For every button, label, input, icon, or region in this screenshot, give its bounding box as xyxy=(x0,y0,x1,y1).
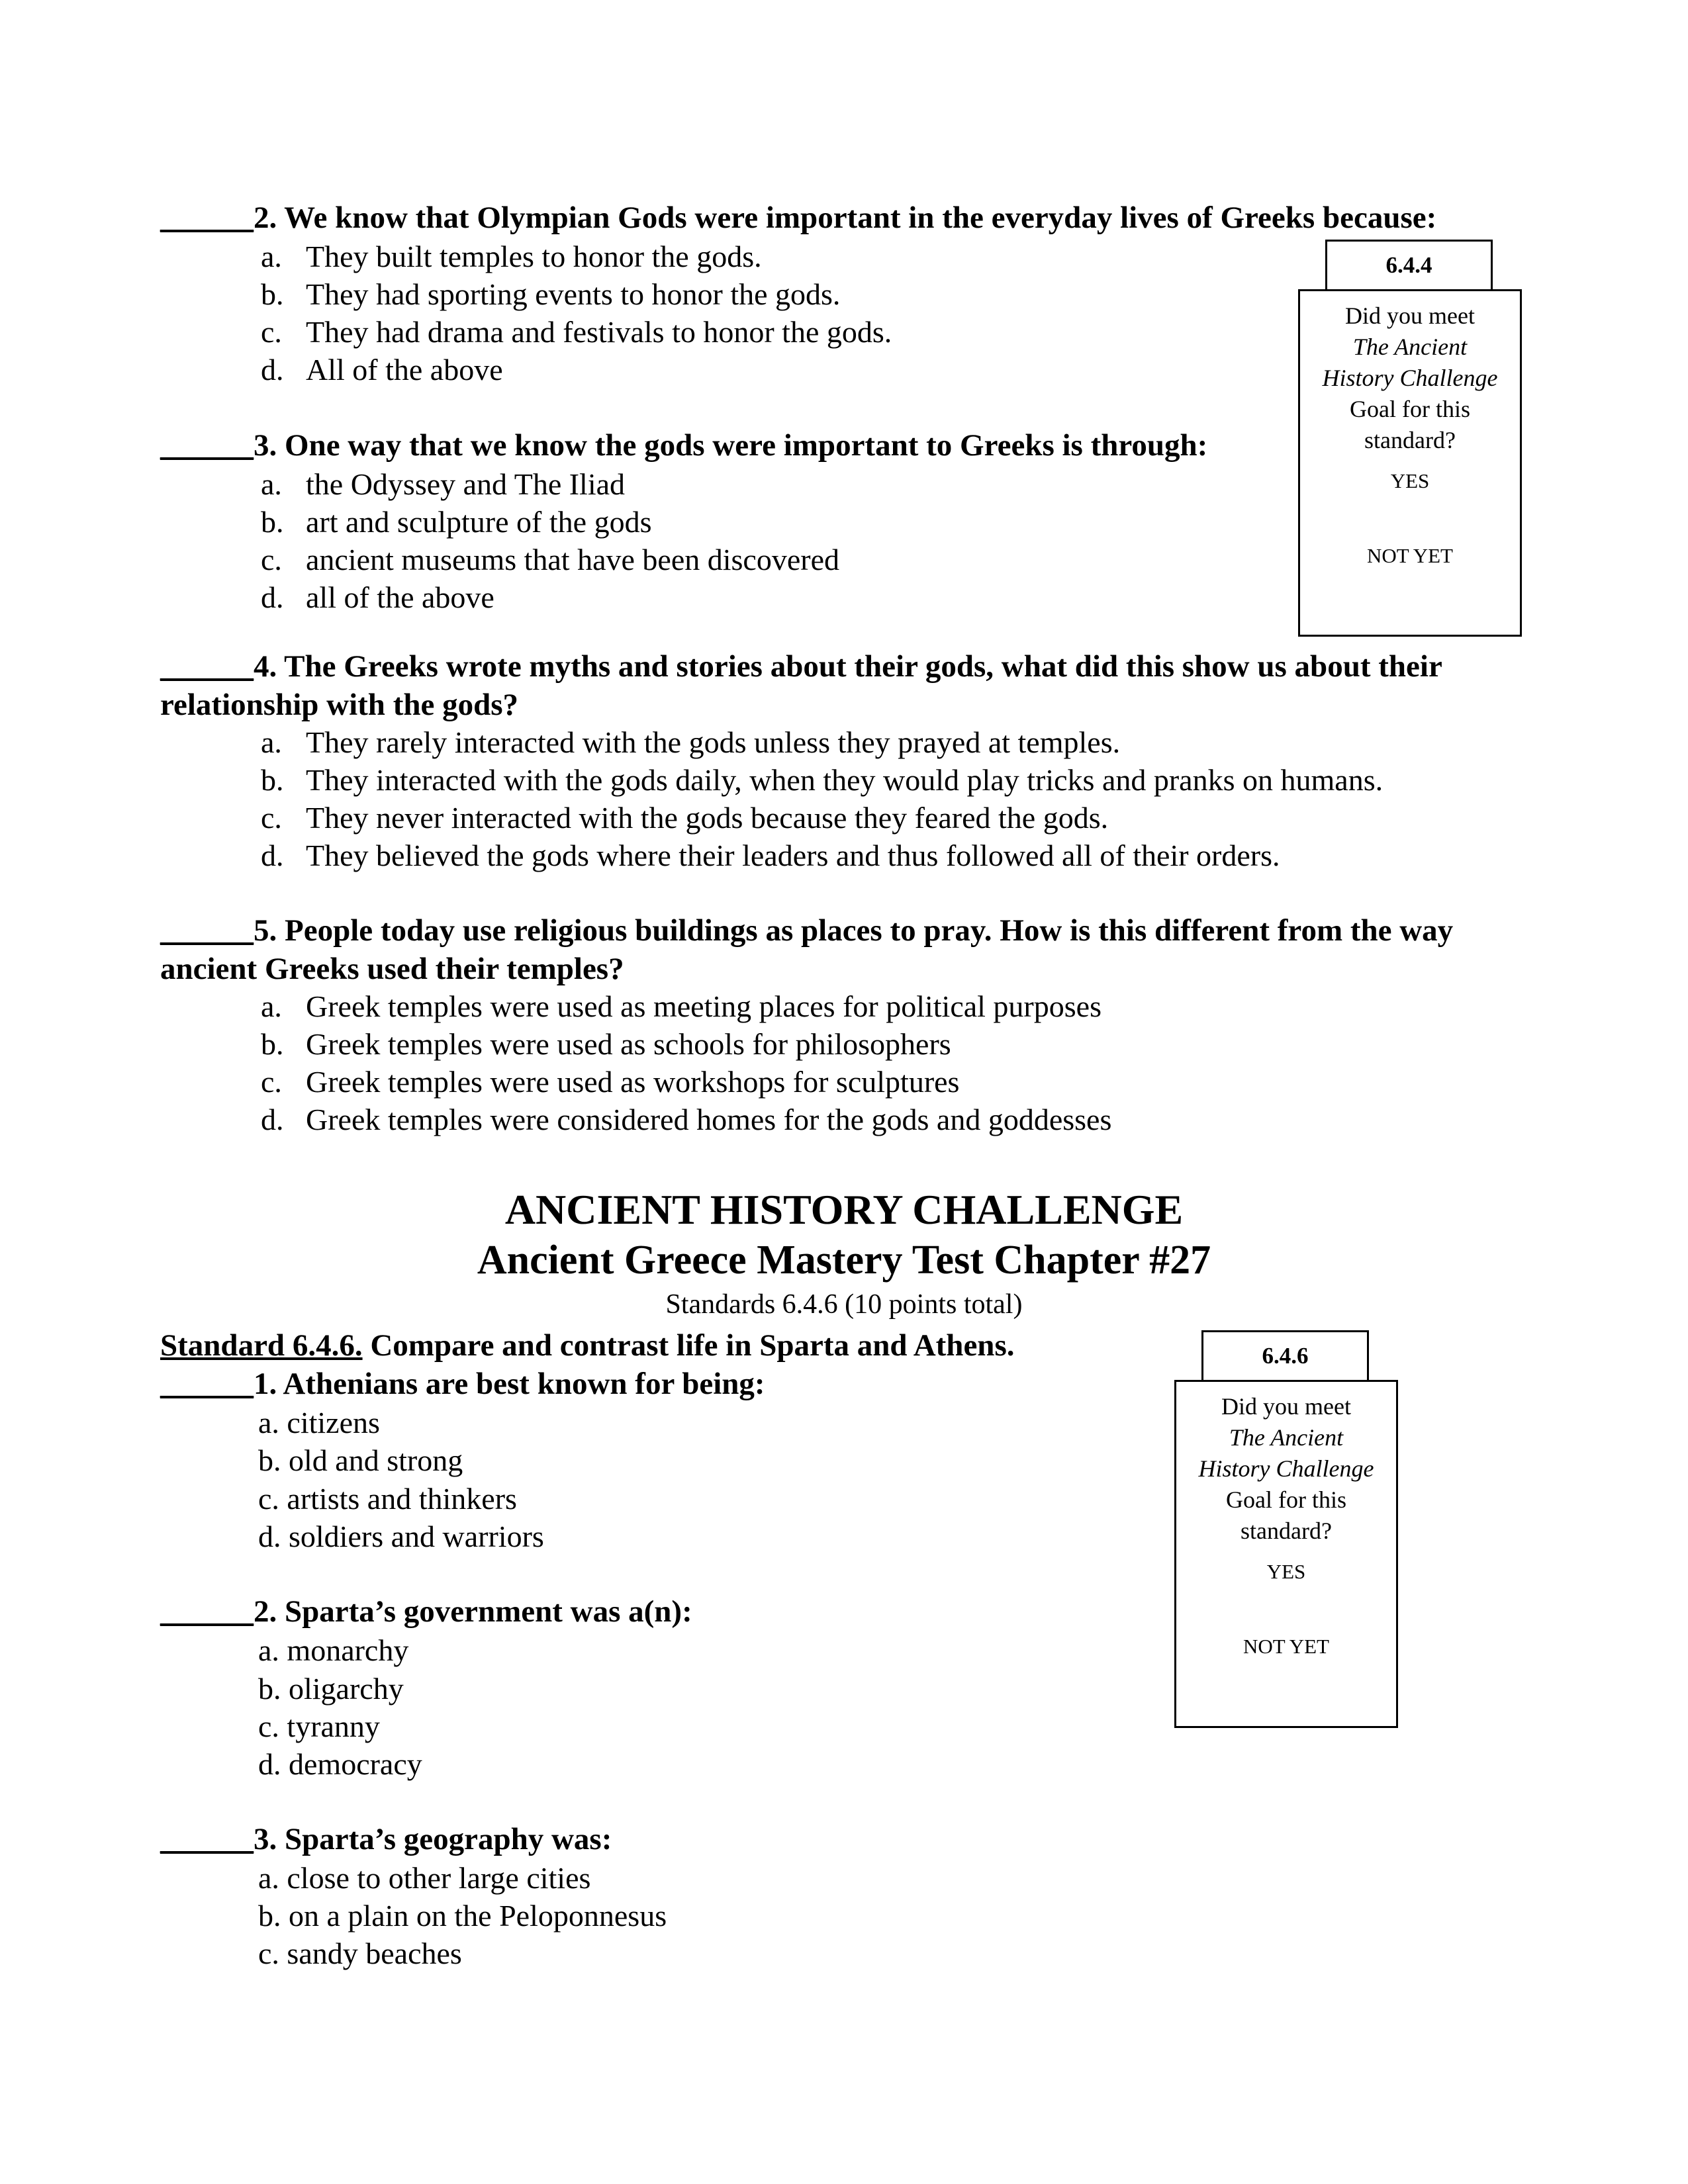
question-text: 3. One way that we know the gods were important to Greeks is through: xyxy=(254,428,1208,463)
question-3 xyxy=(160,1820,612,1858)
option-a: a. They built temples to honor the gods. xyxy=(261,240,762,273)
answer-blank[interactable]: ______ xyxy=(160,1822,254,1856)
answer-blank[interactable]: ______ xyxy=(160,913,254,948)
question-text: 3. Sparta’s geography was: xyxy=(254,1822,612,1856)
not-yet-option[interactable]: NOT YET xyxy=(1243,1635,1329,1658)
question-text: 2. We know that Olympian Gods were important in the everyday lives of Greeks because: xyxy=(254,201,1437,235)
option-a: a. citizens xyxy=(258,1406,380,1439)
standard-tab: 6.4.6 xyxy=(1201,1330,1369,1382)
option-d: d. Greek temples were considered homes for the gods and goddesses xyxy=(261,1103,1112,1136)
option-a: a. close to other large cities xyxy=(258,1861,591,1895)
question-4 xyxy=(160,647,1537,724)
option-b: b. old and strong xyxy=(258,1443,463,1477)
standard-heading: Standard 6.4.6. Compare and contrast life in Sparta and Athens. xyxy=(160,1328,1015,1363)
goal-box: Did you meet The Ancient History Challenge Goal for this standard? YES NOT YET xyxy=(1298,289,1522,637)
option-a: a. Greek temples were used as meeting places for political purposes xyxy=(261,989,1102,1023)
standard-tab: 6.4.4 xyxy=(1325,240,1493,291)
option-b: b. on a plain on the Peloponnesus xyxy=(258,1899,667,1933)
option-b: b. oligarchy xyxy=(258,1672,404,1706)
standards-info: Standards 6.4.6 (10 points total) xyxy=(665,1289,1023,1320)
answer-blank[interactable]: ______ xyxy=(160,649,254,684)
not-yet-option[interactable]: NOT YET xyxy=(1366,544,1453,567)
yes-option[interactable]: YES xyxy=(1266,1560,1306,1583)
option-d: d. all of the above xyxy=(261,580,494,614)
option-c: c. Greek temples were used as workshops for sculptures xyxy=(261,1065,960,1099)
question-3 xyxy=(160,426,1207,465)
option-b: b. They had sporting events to honor the gods. xyxy=(261,277,841,311)
option-b: b. Greek temples were used as schools for philosophers xyxy=(261,1027,951,1061)
question-text: 1. Athenians are best known for being: xyxy=(254,1367,765,1401)
option-a: a. monarchy xyxy=(258,1633,409,1667)
answer-blank[interactable]: ______ xyxy=(160,1594,254,1629)
answer-blank[interactable]: ______ xyxy=(160,428,254,463)
goal-box: Did you meet The Ancient History Challenge Goal for this standard? YES NOT YET xyxy=(1174,1380,1398,1728)
option-b: b. art and sculpture of the gods xyxy=(261,505,652,539)
question-text: 2. Sparta’s government was a(n): xyxy=(254,1594,692,1629)
option-a: a. the Odyssey and The Iliad xyxy=(261,467,626,501)
question-2 xyxy=(160,1592,692,1631)
question-5 xyxy=(160,911,1537,988)
option-a: a. They rarely interacted with the gods unless they prayed at temples. xyxy=(261,725,1121,759)
option-b: b. They interacted with the gods daily, when they would play tricks and pranks on humans. xyxy=(261,763,1383,797)
yes-option[interactable]: YES xyxy=(1390,469,1430,492)
option-c: c. ancient museums that have been discovered xyxy=(261,543,839,576)
question-text: 5. People today use religious buildings as places to pray. How is this different from the way ancient Greeks used their temples? xyxy=(160,913,1454,986)
option-d: d. They believed the gods where their leaders and thus followed all of their orders. xyxy=(261,839,1280,872)
option-c: c. They had drama and festivals to honor the gods. xyxy=(261,315,892,349)
option-c: c. tyranny xyxy=(258,1709,380,1743)
option-d: d. soldiers and warriors xyxy=(258,1520,544,1553)
test-subtitle: Ancient Greece Mastery Test Chapter #27 xyxy=(477,1238,1211,1283)
option-c: c. They never interacted with the gods because they feared the gods. xyxy=(261,801,1109,835)
question-1 xyxy=(160,1365,765,1403)
option-c: c. sandy beaches xyxy=(258,1936,462,1970)
question-text: 4. The Greeks wrote myths and stories about their gods, what did this show us about their relationship with the gods? xyxy=(160,649,1442,722)
answer-blank[interactable]: ______ xyxy=(160,201,254,235)
option-d: d. democracy xyxy=(258,1747,422,1781)
answer-blank[interactable]: ______ xyxy=(160,1367,254,1401)
option-c: c. artists and thinkers xyxy=(258,1482,517,1516)
question-2 xyxy=(160,199,1436,237)
test-title: ANCIENT HISTORY CHALLENGE xyxy=(504,1186,1184,1233)
option-d: d. All of the above xyxy=(261,353,503,387)
